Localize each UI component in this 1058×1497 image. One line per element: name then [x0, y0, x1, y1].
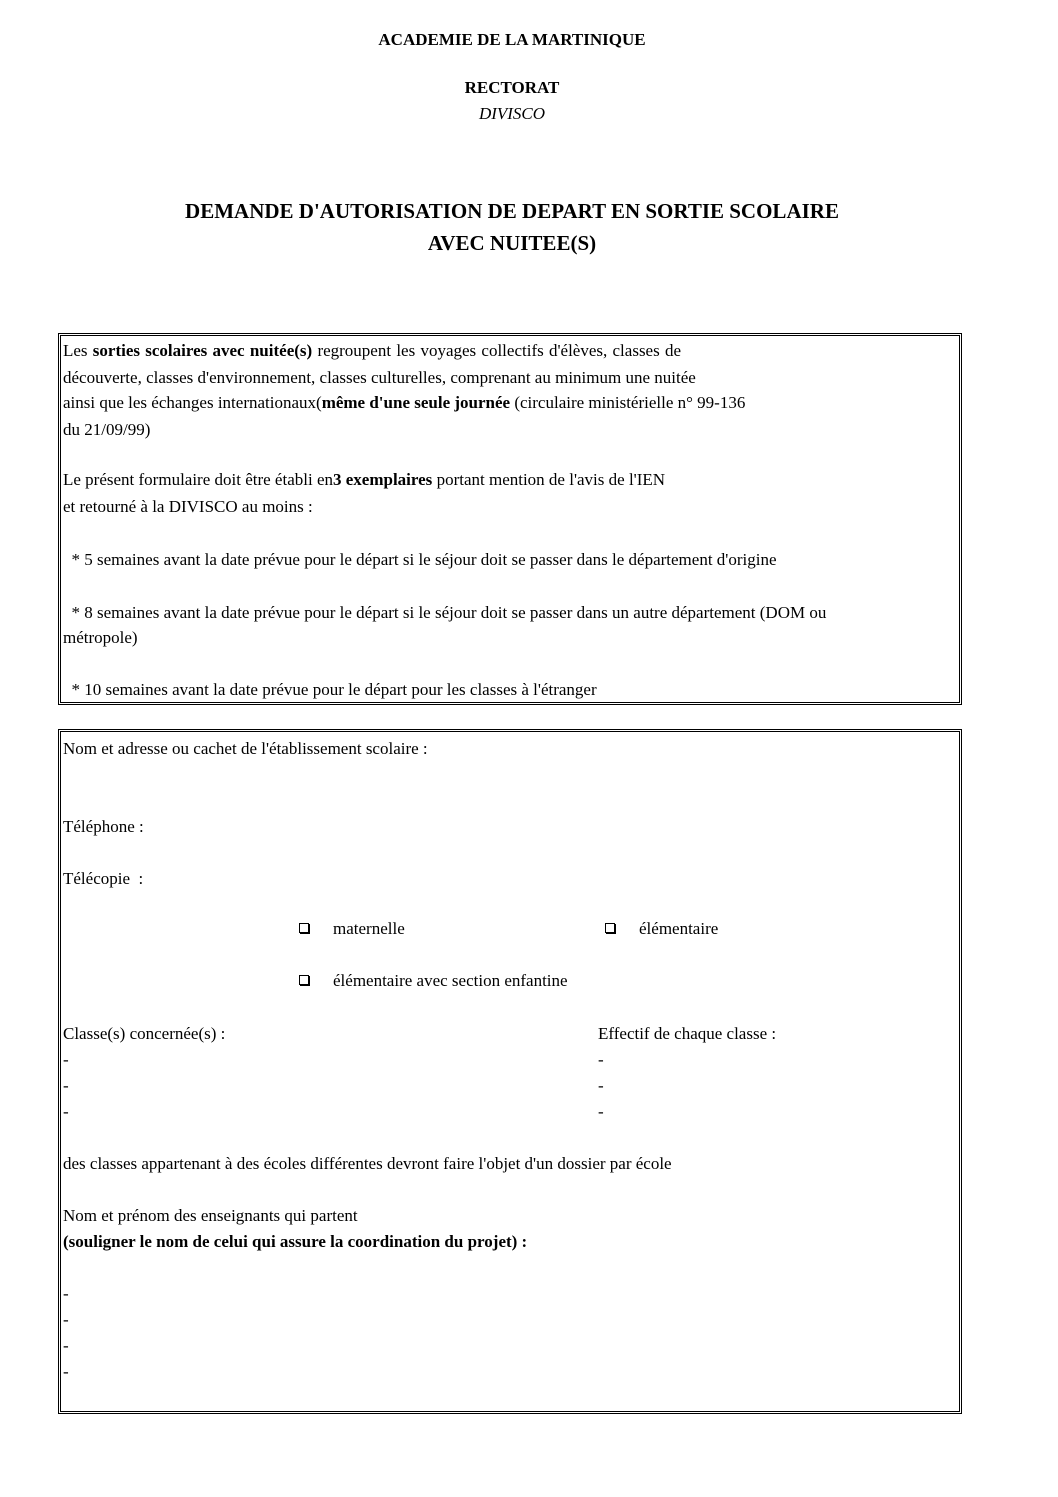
- info-text: ainsi que les échanges internationaux(: [63, 393, 322, 412]
- elementaire-checkbox[interactable]: [605, 923, 615, 933]
- info-paragraph-1-line-4: du 21/09/99): [63, 420, 151, 439]
- info-text: regroupent les voyages collectifs d'élèves, classes de: [312, 341, 682, 360]
- info-paragraph-2-line-2: et retourné à la DIVISCO au moins :: [63, 497, 313, 516]
- effectif-entry-1: -: [598, 1050, 604, 1069]
- phone-label: Téléphone :: [63, 817, 144, 836]
- info-paragraph-2-line-1: [63, 470, 665, 490]
- page-title-line-2: AVEC NUITEE(S): [427, 231, 597, 255]
- separate-schools-note: des classes appartenant à des écoles différentes devront faire l'objet d'un dossier par école: [63, 1154, 672, 1173]
- class-entry-2: -: [63, 1076, 69, 1095]
- deadline-bullet-2-line-1: * 8 semaines avant la date prévue pour le départ si le séjour doit se passer dans un autre département (DOM ou: [63, 603, 827, 622]
- effectif-entry-3: -: [598, 1102, 604, 1121]
- teacher-entry-3: -: [63, 1336, 69, 1355]
- info-bold-text: sorties scolaires avec nuitée(s): [92, 341, 313, 360]
- info-text: portant mention de l'avis de l'IEN: [432, 470, 666, 489]
- effectif-entry-2: -: [598, 1076, 604, 1095]
- classes-label: Classe(s) concernée(s) :: [63, 1024, 226, 1043]
- section-enfantine-checkbox[interactable]: [299, 975, 309, 985]
- elementaire-label: élémentaire: [639, 919, 719, 938]
- info-paragraph-1-line-2: découverte, classes d'environnement, classes culturelles, comprenant au minimum une nuitée: [63, 368, 696, 387]
- info-text: Le présent formulaire doit être établi en: [63, 470, 333, 489]
- maternelle-label: maternelle: [333, 919, 405, 938]
- deadline-bullet-3: * 10 semaines avant la date prévue pour le départ pour les classes à l'étranger: [63, 680, 597, 699]
- info-box: [58, 333, 962, 705]
- divisco-subheading: DIVISCO: [478, 104, 546, 123]
- teacher-entry-2: -: [63, 1310, 69, 1329]
- deadline-bullet-2-line-2: métropole): [63, 628, 138, 647]
- class-entry-1: -: [63, 1050, 69, 1069]
- section-enfantine-label: élémentaire avec section enfantine: [333, 971, 568, 990]
- info-bold-text: 3 exemplaires: [333, 470, 433, 489]
- info-paragraph-1-line-1: [63, 341, 681, 361]
- school-address-label: Nom et adresse ou cachet de l'établissement scolaire :: [63, 739, 428, 758]
- info-paragraph-1-line-3: [63, 393, 745, 413]
- teachers-coordination-note: (souligner le nom de celui qui assure la coordination du projet) :: [63, 1232, 528, 1251]
- teachers-label: Nom et prénom des enseignants qui partent: [63, 1206, 358, 1225]
- info-text: (circulaire ministérielle n° 99-136: [510, 393, 746, 412]
- info-text: Les: [63, 341, 93, 360]
- info-bold-text: même d'une seule journée: [321, 393, 511, 412]
- teacher-entry-1: -: [63, 1284, 69, 1303]
- maternelle-checkbox[interactable]: [299, 923, 309, 933]
- rectorat-heading: RECTORAT: [464, 78, 560, 97]
- teacher-entry-4: -: [63, 1362, 69, 1381]
- class-entry-3: -: [63, 1102, 69, 1121]
- page-title-line-1: DEMANDE D'AUTORISATION DE DEPART EN SORTIE SCOLAIRE: [185, 199, 839, 223]
- effectif-label: Effectif de chaque classe :: [598, 1024, 777, 1043]
- fax-label: Télécopie :: [63, 869, 144, 888]
- academy-heading: ACADEMIE DE LA MARTINIQUE: [378, 30, 646, 49]
- form-box: [58, 729, 962, 1414]
- deadline-bullet-1: * 5 semaines avant la date prévue pour le départ si le séjour doit se passer dans le département d'origine: [63, 550, 777, 569]
